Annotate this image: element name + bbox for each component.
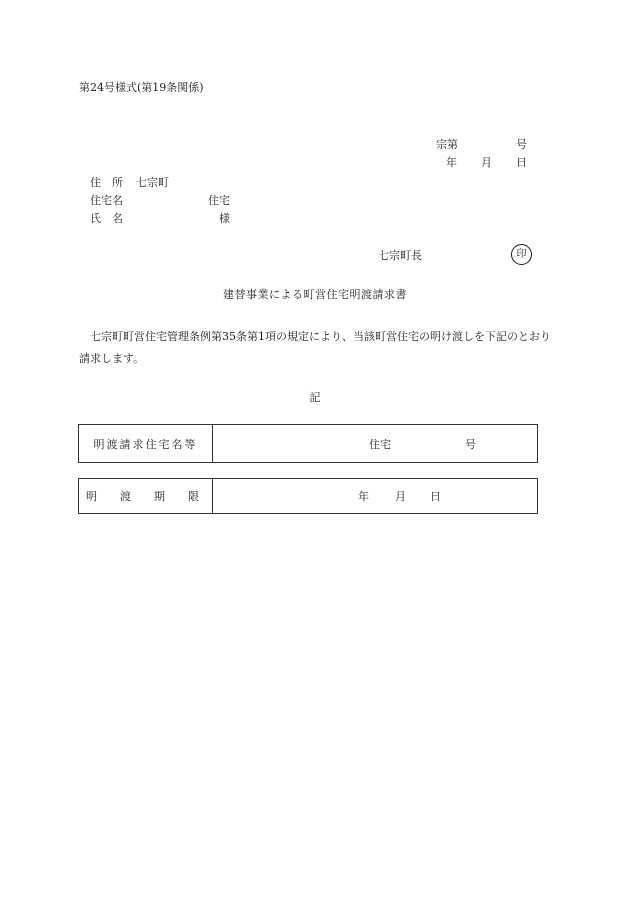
address-label: 住 所 bbox=[90, 176, 123, 189]
housing-value: 住宅 bbox=[208, 194, 230, 207]
reference-suffix: 号 bbox=[516, 138, 527, 151]
deadline-table bbox=[78, 478, 538, 514]
address-value: 七宗町 bbox=[136, 176, 169, 189]
deadline-year: 年 bbox=[358, 490, 369, 503]
house-label-cell bbox=[79, 425, 213, 463]
deadline-label-cell bbox=[79, 479, 213, 514]
date-year: 年 bbox=[446, 156, 457, 169]
body-paragraph: 七宗町町営住宅管理条例第35条第1項の規定により、当該町営住宅の明け渡しを下記のとおり請求します。 bbox=[79, 330, 551, 365]
address-row bbox=[90, 176, 169, 190]
house-value-cell bbox=[213, 425, 538, 463]
deadline-label: 明 渡 期 限 bbox=[86, 490, 205, 503]
deadline-value-cell bbox=[213, 479, 538, 514]
house-value: 住宅 bbox=[369, 437, 391, 451]
date-day: 日 bbox=[516, 156, 527, 169]
date-month: 月 bbox=[481, 156, 492, 169]
ki-heading: 記 bbox=[309, 391, 321, 404]
document-title: 建替事業による町営住宅明渡請求書 bbox=[223, 288, 407, 301]
housing-label: 住宅名 bbox=[90, 194, 123, 207]
form-number: 第24号様式(第19条関係) bbox=[79, 81, 204, 94]
house-number-suffix: 号 bbox=[465, 437, 476, 451]
seal-mark: 印 bbox=[511, 244, 532, 265]
name-honorific: 様 bbox=[219, 212, 230, 225]
name-row bbox=[90, 212, 123, 226]
deadline-month: 月 bbox=[395, 490, 406, 503]
issuer-title: 七宗町長 bbox=[378, 249, 422, 262]
reference-prefix: 宗第 bbox=[436, 138, 458, 151]
name-label: 氏 名 bbox=[90, 212, 123, 225]
deadline-day: 日 bbox=[430, 490, 441, 503]
house-label: 明渡請求住宅名等 bbox=[93, 437, 198, 451]
housing-row bbox=[90, 194, 123, 208]
request-table bbox=[78, 424, 538, 463]
